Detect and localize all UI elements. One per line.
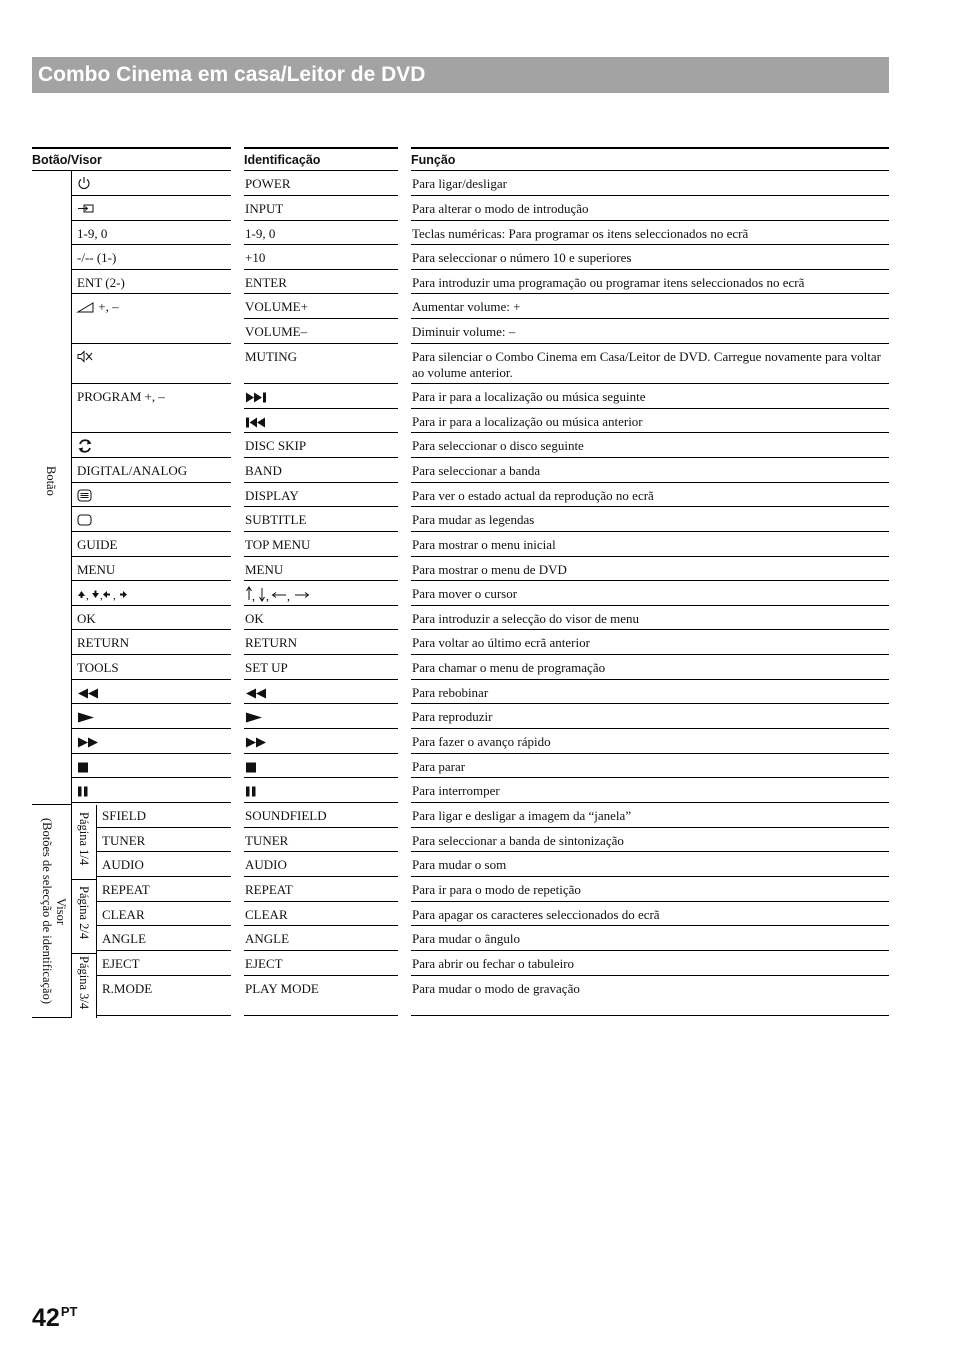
table-cell-button	[77, 754, 89, 775]
table-cell-identification	[245, 926, 289, 947]
svg-text:,: ,	[86, 590, 89, 602]
table-cell-function: Para silenciar o Combo Cinema em Casa/Leitor de DVD. Carregue novamente para voltar ao volume anterior.	[412, 349, 881, 380]
table-cell-function: Para mostrar o menu inicial	[412, 537, 556, 552]
table-cell-function: Aumentar volume: +	[412, 299, 521, 314]
table-cell-button	[77, 483, 92, 504]
display-icon	[77, 488, 92, 503]
group-label-display: Visor (Botões de selecção de identificação)	[40, 818, 68, 1005]
next-track-icon	[245, 389, 269, 404]
rewind-icon	[77, 685, 99, 700]
button-label: ANGLE	[102, 931, 147, 946]
table-cell-function: Para introduzir uma programação ou programar itens seleccionados no ecrã	[412, 275, 805, 290]
page-number-value: 42	[32, 1304, 60, 1332]
table-cell-button	[77, 532, 117, 553]
identification-label: INPUT	[245, 201, 284, 216]
button-label: AUDIO	[102, 857, 144, 872]
table-cell-button	[77, 729, 99, 750]
table-cell-identification	[245, 319, 307, 340]
row-separator-id	[244, 753, 398, 754]
table-cell-button	[102, 902, 145, 923]
table-cell-identification	[245, 828, 288, 849]
table-cell-button	[77, 384, 165, 405]
identification-label: DISPLAY	[245, 488, 299, 503]
row-separator-button	[72, 605, 231, 606]
table-cell-identification	[245, 581, 313, 604]
button-label: +, –	[95, 299, 119, 314]
identification-label: MENU	[245, 562, 284, 577]
identification-label: REPEAT	[245, 882, 293, 897]
row-separator-button	[72, 753, 231, 754]
table-cell-function: Para interromper	[412, 783, 500, 798]
table-cell-identification	[245, 655, 288, 676]
table-cell-identification	[245, 852, 287, 873]
identification-label: VOLUME–	[245, 324, 308, 339]
arrow-keys-icon	[77, 586, 135, 601]
table-cell-function: Para introduzir a selecção do visor de menu	[412, 611, 640, 626]
button-label: ENT (2-)	[77, 275, 125, 290]
volume-icon	[77, 299, 95, 314]
button-label: PROGRAM +, –	[77, 389, 165, 404]
identification-label: DISC SKIP	[245, 438, 307, 453]
table-cell-button	[102, 803, 146, 824]
subtitle-icon	[77, 512, 92, 527]
table-cell-function: Para mostrar o menu de DVD	[412, 562, 567, 577]
table-cell-button	[77, 171, 91, 192]
page-language-code: PT	[60, 1304, 78, 1319]
svg-text:,: ,	[252, 589, 255, 603]
group-separator	[32, 804, 71, 805]
button-label: R.MODE	[102, 981, 153, 996]
table-cell-function: Para mudar o modo de gravação	[412, 981, 580, 996]
row-separator-button	[72, 802, 231, 803]
table-cell-button	[77, 704, 95, 725]
table-cell-function: Para abrir ou fechar o tabuleiro	[412, 956, 575, 971]
table-cell-function: Para mudar as legendas	[412, 512, 535, 527]
play-icon	[77, 709, 95, 724]
table-cell-identification	[245, 458, 282, 479]
button-label: RETURN	[77, 635, 129, 650]
group-divider-line	[71, 171, 72, 1018]
previous-track-icon	[245, 414, 269, 429]
table-cell-identification	[245, 507, 306, 528]
page-number	[32, 1297, 77, 1333]
table-cell-button	[77, 778, 89, 799]
page-label-1: Página 1/4	[77, 812, 91, 866]
identification-label: 1-9, 0	[245, 226, 276, 241]
row-separator-button	[72, 777, 231, 778]
identification-label: TOP MENU	[245, 537, 311, 552]
table-cell-identification	[245, 344, 297, 365]
identification-label: ANGLE	[245, 931, 290, 946]
identification-label: POWER	[245, 176, 291, 191]
table-cell-button	[77, 270, 125, 291]
table-cell-identification	[245, 433, 306, 454]
fast-forward-icon	[77, 734, 99, 749]
table-cell-button	[102, 852, 144, 873]
table-cell-function: Para ligar e desligar a imagem da “janela”	[412, 808, 632, 823]
row-separator-button	[97, 1015, 231, 1016]
input-icon	[77, 201, 95, 216]
button-label: OK	[77, 611, 96, 626]
page-label-3: Página 3/4	[77, 956, 91, 1010]
identification-label: CLEAR	[245, 907, 288, 922]
identification-label: EJECT	[245, 956, 283, 971]
group-label-button: Botão	[44, 466, 58, 496]
identification-label: +10	[245, 250, 266, 265]
table-cell-identification	[245, 532, 310, 553]
row-separator-button	[72, 703, 231, 704]
table-cell-button	[102, 976, 152, 997]
header-button-display: Botão/Visor	[32, 147, 231, 171]
row-separator-id	[244, 1015, 398, 1016]
table-cell-button	[77, 581, 135, 602]
table-cell-button	[77, 433, 93, 456]
stop-icon	[245, 759, 257, 774]
table-cell-identification	[245, 778, 257, 799]
table-cell-identification	[245, 729, 267, 750]
table-cell-button	[77, 458, 187, 479]
identification-label: SET UP	[245, 660, 288, 675]
table-cell-function: Teclas numéricas: Para programar os itens seleccionados no ecrã	[412, 226, 749, 241]
mute-icon	[77, 349, 93, 364]
row-separator-id	[244, 605, 398, 606]
table-cell-identification	[245, 951, 283, 972]
row-separator-id	[244, 728, 398, 729]
fast-forward-icon	[245, 734, 267, 749]
table-cell-identification	[245, 384, 269, 405]
identification-label: PLAY MODE	[245, 981, 319, 996]
identification-label: SOUNDFIELD	[245, 808, 327, 823]
table-cell-function: Para mover o cursor	[412, 586, 518, 601]
table-cell-function: Para seleccionar a banda de sintonização	[412, 833, 624, 848]
table-cell-identification	[245, 606, 264, 627]
table-cell-button	[77, 507, 92, 528]
table-cell-function: Para alterar o modo de introdução	[412, 201, 589, 216]
table-cell-button	[102, 877, 150, 898]
table-cell-identification	[245, 196, 283, 217]
table-cell-identification	[245, 976, 319, 997]
table-cell-identification	[245, 704, 263, 725]
header-identification: Identificação	[244, 147, 398, 171]
pause-icon	[77, 783, 89, 798]
table-cell-identification	[245, 630, 297, 651]
row-separator-button	[72, 506, 231, 507]
button-label: CLEAR	[102, 907, 145, 922]
pause-icon	[245, 783, 257, 798]
row-separator-id	[244, 777, 398, 778]
identification-label: TUNER	[245, 833, 289, 848]
table-cell-button	[77, 655, 119, 676]
table-cell-identification	[245, 294, 308, 315]
disc-skip-icon	[77, 440, 93, 455]
table-cell-function: Para seleccionar o número 10 e superiores	[412, 250, 632, 265]
button-label: -/-- (1-)	[77, 250, 117, 265]
button-label: SFIELD	[102, 808, 147, 823]
table-cell-function: Para reproduzir	[412, 709, 493, 724]
table-cell-button	[77, 557, 115, 578]
identification-label: AUDIO	[245, 857, 287, 872]
table-cell-button	[77, 344, 93, 365]
row-separator-id	[244, 679, 398, 680]
table-cell-function: Para ir para a localização ou música seguinte	[412, 389, 646, 404]
svg-text:,: ,	[100, 590, 103, 602]
page-divider-line	[96, 805, 97, 1018]
table-cell-button	[77, 196, 95, 217]
table-cell-function: Diminuir volume: –	[412, 324, 516, 339]
table-cell-identification	[245, 409, 269, 430]
identification-label: VOLUME+	[245, 299, 308, 314]
button-label: DIGITAL/ANALOG	[77, 463, 188, 478]
table-cell-function: Para rebobinar	[412, 685, 489, 700]
table-cell-identification	[245, 557, 283, 578]
svg-text:,: ,	[266, 589, 269, 603]
identification-label: BAND	[245, 463, 282, 478]
table-cell-identification	[245, 754, 257, 775]
table-cell-function: Para seleccionar o disco seguinte	[412, 438, 584, 453]
power-icon	[77, 176, 91, 191]
table-cell-function: Para mudar o ângulo	[412, 931, 520, 946]
table-cell-function: Para ir para o modo de repetição	[412, 882, 581, 897]
table-cell-function: Para ligar/desligar	[412, 176, 507, 191]
table-cell-function: Para fazer o avanço rápido	[412, 734, 551, 749]
table-cell-button	[102, 828, 145, 849]
table-cell-button	[102, 926, 146, 947]
identification-label: RETURN	[245, 635, 297, 650]
table-cell-identification	[245, 803, 327, 824]
table-cell-function: Para apagar os caracteres seleccionados do ecrã	[412, 907, 660, 922]
identification-label: ENTER	[245, 275, 287, 290]
table-cell-function: Para voltar ao último ecrã anterior	[412, 635, 590, 650]
table-cell-button	[102, 951, 140, 972]
table-cell-function: Para seleccionar a banda	[412, 463, 541, 478]
table-cell-button	[77, 245, 116, 266]
button-label: GUIDE	[77, 537, 118, 552]
table-cell-identification	[245, 221, 275, 242]
page-title: Combo Cinema em casa/Leitor de DVD	[32, 57, 889, 93]
cursor-arrows-icon	[245, 588, 313, 603]
stop-icon	[77, 759, 89, 774]
table-cell-function: Para ver o estado actual da reprodução no ecrã	[412, 488, 654, 503]
table-cell-button	[77, 630, 129, 651]
table-cell-identification	[245, 483, 299, 504]
table-cell-identification	[245, 171, 291, 192]
page-separator-1	[71, 879, 97, 880]
table-cell-function: Para parar	[412, 759, 466, 774]
rewind-icon	[245, 685, 267, 700]
table-cell-function: Para chamar o menu de programação	[412, 660, 606, 675]
table-cell-button	[77, 680, 99, 701]
page-separator-2	[71, 953, 97, 954]
row-separator-function	[411, 1015, 889, 1016]
button-label: 1-9, 0	[77, 226, 108, 241]
table-cell-function: Para ir para a localização ou música anterior	[412, 414, 643, 429]
play-icon	[245, 709, 263, 724]
identification-label: SUBTITLE	[245, 512, 307, 527]
svg-text:,: ,	[113, 590, 116, 602]
row-separator-button	[72, 195, 231, 196]
table-cell-function: Para mudar o som	[412, 857, 507, 872]
table-cell-button	[77, 606, 96, 627]
table-cell-identification	[245, 245, 265, 266]
table-cell-button	[77, 221, 107, 242]
row-separator-button	[72, 432, 231, 433]
row-separator-id	[244, 703, 398, 704]
row-separator-id	[244, 244, 398, 245]
page-label-2: Página 2/4	[77, 886, 91, 940]
button-label: EJECT	[102, 956, 140, 971]
header-function: Função	[411, 147, 889, 171]
table-cell-button	[77, 294, 119, 315]
svg-text:,: ,	[287, 589, 290, 603]
row-separator-button	[72, 343, 231, 344]
table-cell-identification	[245, 877, 293, 898]
button-label: MENU	[77, 562, 116, 577]
button-label: TOOLS	[77, 660, 119, 675]
table-cell-identification	[245, 680, 267, 701]
table-cell-identification	[245, 902, 288, 923]
button-label: TUNER	[102, 833, 146, 848]
button-label: REPEAT	[102, 882, 150, 897]
row-separator-button	[72, 482, 231, 483]
identification-label: OK	[245, 611, 264, 626]
group-bottom-line	[32, 1017, 71, 1018]
table-cell-identification	[245, 270, 287, 291]
identification-label: MUTING	[245, 349, 297, 364]
